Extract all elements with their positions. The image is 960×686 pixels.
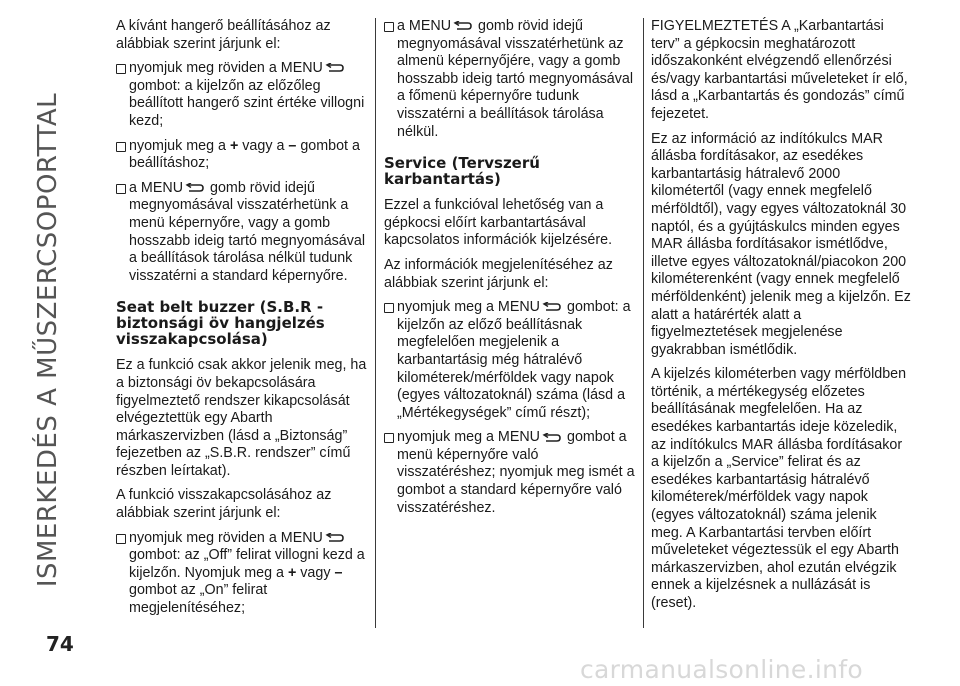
paragraph: Ez az információ az indítókulcs MAR állásba fordításakor, az esedékes karbantartásig hátralevő 2000 kilométertől (vagy ennek megfelelő mérföldtől), vagy egyes változatoknál 30 naptól, és a gyújtáskulcs minden egyes MAR állásba fordításakor ismétlődve, illetve egyes változatoknál/piacokon 200 kilométerenként (vagy ennek megfelelő mérföldenként) jelenik meg a kijelzőn. Ez alatt a határérték alatt a figyelmeztetések megjelenése gyakrabban ismétlődik. <box>651 130 911 358</box>
item-text: nyomjuk meg röviden a MENU <box>129 60 323 77</box>
checkbox-bullet-icon <box>116 64 126 74</box>
item-text: gombot a menü képernyőre való visszatéréshez; nyomjuk meg ismét a gombot a standard képernyőre való visszatéréshez. <box>397 429 635 516</box>
item-text: gombot: a kijelzőn az előző beállításnak megfelelően megjelenik a karbantartásig még hátralévő kilométerek/mérföldek vagy napok (egyes változatoknál) száma (lásd a „Mértékegységek” című részt); <box>397 299 631 421</box>
list-item <box>384 299 640 422</box>
checkbox-bullet-icon <box>384 433 394 443</box>
item-text: vagy a <box>242 137 285 154</box>
menu-return-icon <box>453 21 472 31</box>
paragraph: A kívánt hangerő beállításához az alábbiak szerint járjunk el: <box>116 18 331 52</box>
item-text: gombot a beállításhoz; <box>129 137 360 172</box>
column-divider <box>643 18 644 628</box>
list-item <box>116 180 368 286</box>
text-column-2 <box>384 18 640 524</box>
text-column-3 <box>651 18 911 620</box>
warning-paragraph: FIGYELMEZTETÉS A „Karbantartási terv” a gépkocsin meghatározott időszakonként elvégzendő ellenőrzési és/vagy karbantartási műveleteket ír elő, lásd a „Karbantartás és gondozás” című fejezetet. <box>651 18 908 122</box>
list-item <box>384 429 640 517</box>
paragraph: A funkció visszakapcsolásához az alábbiak szerint járjunk el: <box>116 487 332 522</box>
text-column-1 <box>116 18 368 625</box>
list-item <box>116 60 368 130</box>
list-item <box>116 138 368 173</box>
item-text: gombot az „On” felirat megjelenítéséhez; <box>129 582 268 617</box>
section-heading: Service (Tervszerű karbantartás) <box>384 154 540 189</box>
list-item <box>384 18 640 141</box>
item-text: nyomjuk meg röviden a MENU <box>129 529 323 546</box>
watermark: carmanualsonline.info <box>580 655 863 684</box>
item-text: a MENU <box>397 18 452 34</box>
checkbox-bullet-icon <box>116 534 126 544</box>
menu-return-icon <box>542 302 561 312</box>
item-text: gombot: az „Off” felirat villogni kezd a kijelzőn. Nyomjuk meg a <box>129 547 365 581</box>
item-text: nyomjuk meg a <box>129 137 226 154</box>
plus-symbol: + <box>229 137 239 154</box>
column-divider <box>375 18 376 628</box>
item-text: gomb rövid idejű megnyomásával visszatérhetünk az almenü képernyőjére, vagy a gomb hosszabb ideig tartó megnyomásával a főmenü képernyőre tudunk visszatérni a beállítások tárolása nélkül. <box>397 18 634 140</box>
item-text: gomb rövid idejű megnyomásával visszatérhetünk a menü képernyőre, vagy a gomb hosszabb ideig tartó megnyomásával a beállítások tárolása nélkül tudunk visszatérni a standard képernyőre. <box>129 179 366 284</box>
plus-symbol: + <box>287 564 297 581</box>
section-heading: Seat belt buzzer (S.B.R - biztonsági öv hangjelzés visszakapcsolása) <box>116 298 325 349</box>
paragraph: Ezzel a funkcióval lehetőség van a gépkocsi előírt karbantartásával kapcsolatos információk kijelzésére. <box>384 197 613 249</box>
paragraph: Az információk megjelenítéséhez az alábbiak szerint járjunk el: <box>384 256 613 291</box>
menu-return-icon <box>325 63 344 73</box>
item-text: vagy <box>300 564 331 581</box>
item-text: a MENU <box>129 179 184 196</box>
paragraph: A kijelzés kilométerben vagy mérföldben történik, a mértékegység előzetes beállításának megfelelően. Ha az esedékes karbantartás ideje közeledik, az indítókulcs MAR állásba fordításakor a kijelzőn a „Service” felirat és az esedékes karbantartásig hátralévő kilométerek/mérföldek vagy napok (egyes változatoknál) száma jelenik meg. A Karbantartási tervben előírt műveleteket végeztessük el egy Abarth márkaszervizben, ahol ezután elvégzik ennek a kijelzésnek a nullázását is (reset). <box>651 366 907 611</box>
menu-return-icon <box>185 183 204 193</box>
paragraph: Ez a funkció csak akkor jelenik meg, ha a biztonsági öv bekapcsolására figyelmeztető rendszer kikapcsolását elvégeztettük egy Abarth márkaszervizben (lásd a „Biztonság” fejezetben az „S.B.R. rendszer” című részben leírtakat). <box>116 357 367 479</box>
checkbox-bullet-icon <box>384 303 394 313</box>
section-side-title: ISMERKEDÉS A MŰSZERCSOPORTTAL <box>33 92 63 588</box>
menu-return-icon <box>542 433 561 443</box>
item-text: nyomjuk meg a MENU <box>397 299 541 316</box>
checkbox-bullet-icon <box>384 22 394 32</box>
page-number: 74 <box>46 632 74 656</box>
menu-return-icon <box>325 533 344 543</box>
list-item <box>116 530 368 618</box>
minus-symbol: – <box>334 564 343 581</box>
checkbox-bullet-icon <box>116 184 126 194</box>
item-text: gombot: a kijelzőn az előzőleg beállított hangerő szint értéke villogni kezd; <box>129 77 365 129</box>
item-text: nyomjuk meg a MENU <box>397 429 541 446</box>
checkbox-bullet-icon <box>116 142 126 152</box>
minus-symbol: – <box>288 137 297 154</box>
